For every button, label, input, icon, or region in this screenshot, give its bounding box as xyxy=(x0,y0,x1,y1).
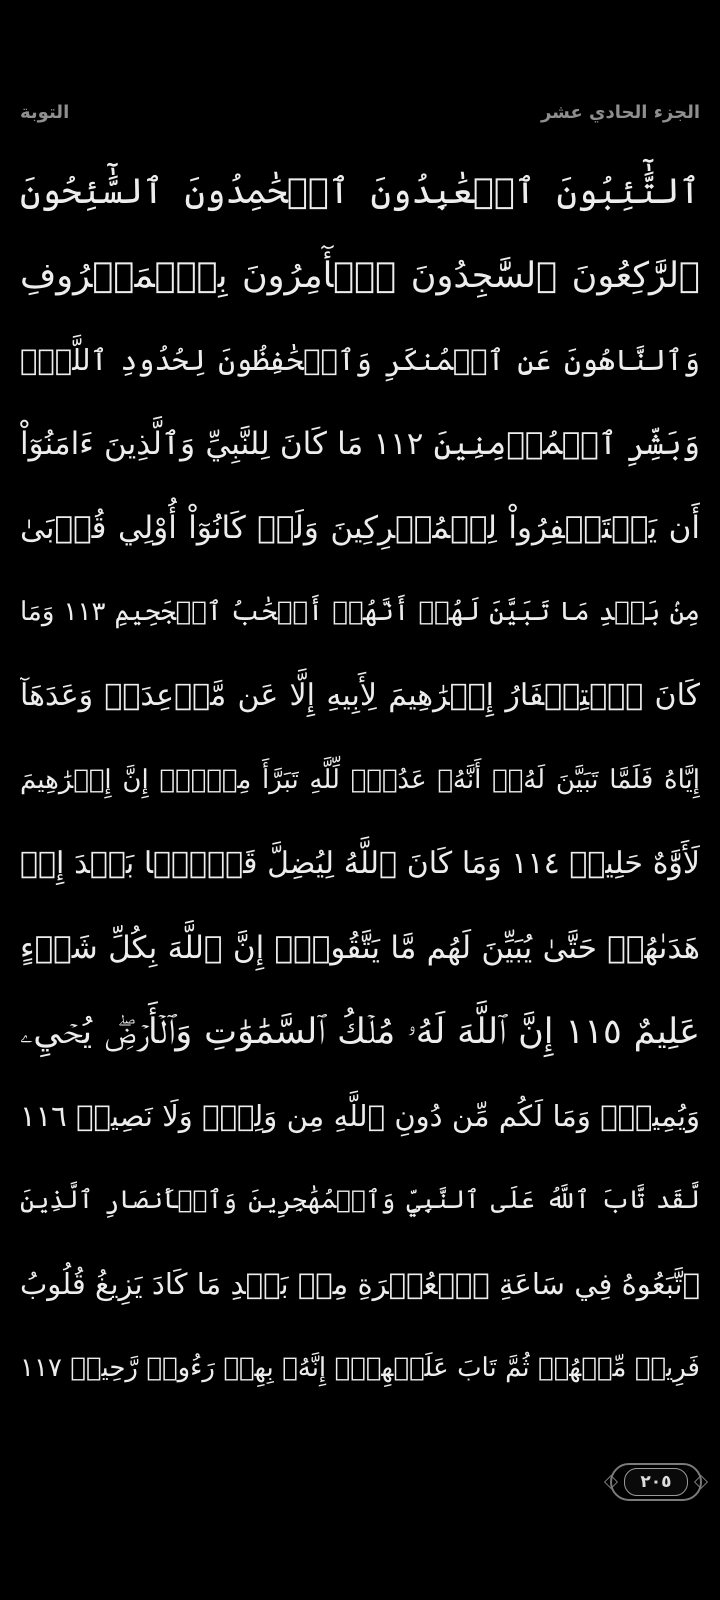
verse-line: لَأَوَّٰهٌ حَلِيمٞ ١١٤ وَمَا كَانَ ٱللَّهُ لِيُضِلَّ قَوۡمَۢا بَعۡدَ إِذۡ xyxy=(20,846,700,881)
verse-line: فَرِيقٖ مِّنۡهُمۡ ثُمَّ تَابَ عَلَيۡهِمۡۚ إِنَّهُۥ بِهِمۡ رَءُوفٞ رَّحِيمٞ ١١٧ xyxy=(20,1353,700,1383)
verse-line: ٱلتَّٰٓئِبُونَ ٱلۡعَٰبِدُونَ ٱلۡحَٰمِدُونَ ٱلسَّٰٓئِحُونَ xyxy=(20,172,700,212)
verse-line: وَبَشِّرِ ٱلۡمُؤۡمِنِينَ ١١٢ مَا كَانَ لِلنَّبِيِّ وَٱلَّذِينَ ءَامَنُوٓاْ xyxy=(20,426,700,462)
verse-line: وَٱلنَّاهُونَ عَنِ ٱلۡمُنكَرِ وَٱلۡحَٰفِظُونَ لِحُدُودِ ٱللَّهِۗ xyxy=(20,343,700,377)
page-number-inner xyxy=(624,1468,688,1496)
page-header xyxy=(20,96,700,128)
verse-line: مِنۢ بَعۡدِ مَا تَبَيَّنَ لَهُمۡ أَنَّهُمۡ أَصۡحَٰبُ ٱلۡجَحِيمِ ١١٣ وَمَا xyxy=(20,597,700,627)
verse-line: أَن يَسۡتَغۡفِرُواْ لِلۡمُشۡرِكِينَ وَلَوۡ كَانُوٓاْ أُوْلِي قُرۡبَىٰ xyxy=(20,510,700,546)
page-number: ٢٠٥ xyxy=(640,1472,672,1492)
verse-line: إِيَّاهُ فَلَمَّا تَبَيَّنَ لَهُۥٓ أَنَّهُۥ عَدُوّٞ لِّلَّهِ تَبَرَّأَ مِنۡهُۚ إِنَّ إِبۡرَٰهِيمَ xyxy=(20,765,700,795)
page-number-frame xyxy=(610,1463,702,1501)
verse-line: هَدَىٰهُمۡ حَتَّىٰ يُبَيِّنَ لَهُم مَّا يَتَّقُونَۚ إِنَّ ٱللَّهَ بِكُلِّ شَيۡءٍ xyxy=(20,930,700,966)
verse-line: ٱتَّبَعُوهُ فِي سَاعَةِ ٱلۡعُسۡرَةِ مِنۢ بَعۡدِ مَا كَادَ يَزِيغُ قُلُوبُ xyxy=(20,1267,700,1301)
verse-line: كَانَ ٱسۡتِغۡفَارُ إِبۡرَٰهِيمَ لِأَبِيهِ إِلَّا عَن مَّوۡعِدَةٖ وَعَدَهَآ xyxy=(20,678,700,713)
juz-name: الجزء الحادي عشر xyxy=(540,101,700,123)
verse-line: وَيُمِيتُۚ وَمَا لَكُم مِّن دُونِ ٱللَّهِ مِن وَلِيّٖ وَلَا نَصِيرٖ ١١٦ xyxy=(20,1099,700,1133)
verse-line: لَّقَد تَّابَ ٱللَّهُ عَلَى ٱلنَّبِيِّ وَٱلۡمُهَٰجِرِينَ وَٱلۡأَنصَارِ ٱلَّذِينَ xyxy=(20,1185,700,1214)
verses-block xyxy=(20,150,700,1410)
verse-line: عَلِيمٌ ١١٥ إِنَّ ٱللَّهَ لَهُۥ مُلۡكُ ٱلسَّمَٰوَٰتِ وَٱلۡأَرۡضِۖ يُحۡيِۦ xyxy=(20,1012,700,1052)
surah-name: التوبة xyxy=(20,101,70,123)
verse-line: ٱلرَّٰكِعُونَ ٱلسَّٰجِدُونَ ٱلۡأٓمِرُونَ بِٱلۡمَعۡرُوفِ xyxy=(20,256,700,296)
